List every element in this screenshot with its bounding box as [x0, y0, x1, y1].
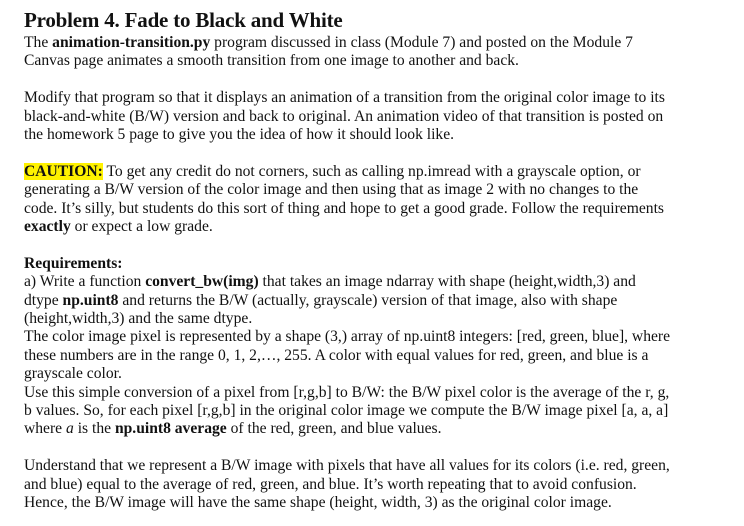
intro-filename: animation-transition.py: [52, 34, 211, 51]
req-a-text-3: dtype: [24, 291, 63, 309]
req-dtype: np.uint8: [62, 291, 119, 309]
req-pixel-line-1: The color image pixel is represented by a shape (3,) array of np.uint8 integers: [red, green, blue], where: [24, 328, 671, 346]
problem-title: Problem 4. Fade to Black and White: [24, 8, 343, 32]
req-use-line-2: b values. So, for each pixel [r,g,b] in the original color image we compute the B/W image pixel [a, a, a]: [24, 402, 669, 420]
req-a-text-2: that takes an image ndarray with shape (height,width,3) and: [258, 273, 636, 291]
req-pixel-line-2: these numbers are in the range 0, 1, 2,…, 255. A color with equal values for red, green, and blue is a: [24, 346, 649, 364]
intro-paragraph: [24, 34, 724, 71]
req-function-name: convert_bw(img): [145, 273, 259, 291]
req-var-a: a: [66, 420, 74, 438]
caution-line-2: generating a B/W version of the color image and then using that as image 2 with no changes to the: [24, 181, 639, 199]
req-use-text-1: where: [24, 420, 66, 438]
req-average-term: np.uint8 average: [114, 420, 227, 438]
modify-paragraph: [24, 89, 724, 144]
requirements-heading: Requirements:: [24, 254, 123, 272]
understand-line-1: Understand that we represent a B/W image with pixels that have all values for its colors (i.e. red, green,: [24, 457, 670, 475]
caution-exactly: exactly: [24, 218, 71, 236]
document-page: [24, 8, 724, 513]
req-pixel-line-3: grayscale color.: [24, 365, 122, 383]
caution-line-1: To get any credit do not corners, such as calling np.imread with a grayscale option, or: [102, 162, 641, 180]
modify-line-3: the homework 5 page to give you the idea of how it should look like.: [24, 126, 455, 144]
modify-line-1: Modify that program so that it displays an animation of a transition from the original color image to its: [24, 89, 665, 107]
modify-line-2: black-and-white (B/W) version and back to original. An animation video of that transition is posted on: [24, 107, 664, 125]
req-use-text-3: of the red, green, and blue values.: [226, 420, 442, 438]
req-use-text-2: is the: [73, 420, 115, 438]
req-a-text-4: and returns the B/W (actually, grayscale) version of that image, also with shape: [118, 291, 618, 309]
understand-line-2: and blue) equal to the average of red, green, and blue. It’s worth repeating that to avoid confusion.: [24, 475, 637, 493]
intro-line-2: Canvas page animates a smooth transition from one image to another and back.: [24, 52, 519, 70]
caution-line-3: code. It’s silly, but students do this sort of thing and hope to get a good grade. Follow the requirements: [24, 199, 664, 217]
req-use-line-1: Use this simple conversion of a pixel from [r,g,b] to B/W: the B/W pixel color is the average of the r, g,: [24, 383, 670, 401]
requirements-section: [24, 255, 724, 439]
caution-line-4: or expect a low grade.: [70, 218, 213, 236]
caution-paragraph: [24, 163, 724, 237]
understand-line-3: Hence, the B/W image will have the same shape (height, width, 3) as the original color image.: [24, 494, 612, 512]
req-a-text-1: a) Write a function: [24, 273, 146, 291]
intro-text-2: program discussed in class (Module 7) and posted on the Module 7: [210, 34, 633, 51]
intro-text-1: The: [24, 34, 53, 51]
req-a-text-5: (height,width,3) and the same dtype.: [24, 310, 253, 328]
caution-label: CAUTION:: [24, 162, 103, 180]
understand-paragraph: [24, 457, 724, 512]
